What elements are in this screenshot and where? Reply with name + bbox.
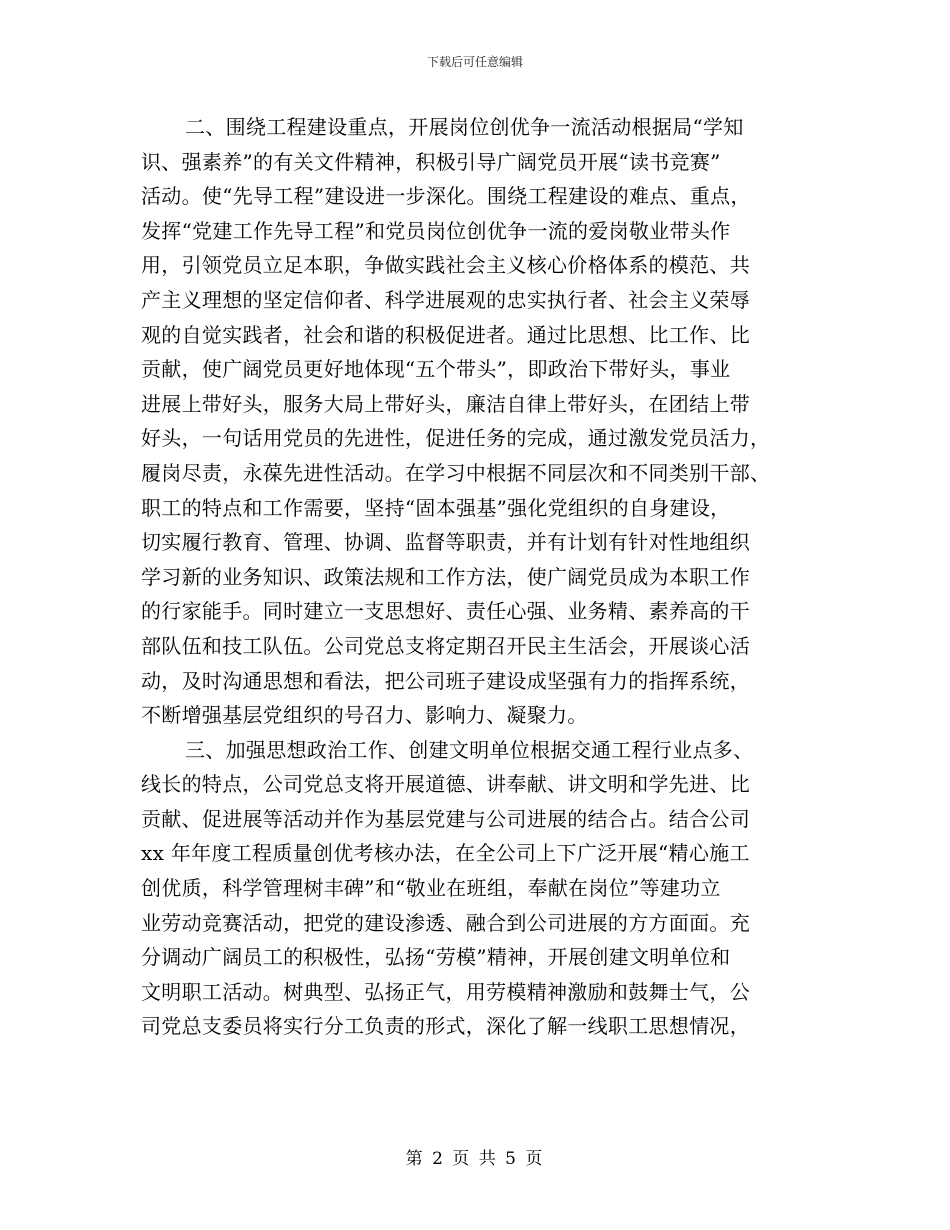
- text-line: 履岗尽责，永葆先进性活动。在学习中根据不同层次和不同类别干部、: [141, 460, 771, 485]
- page-header: [0, 54, 950, 70]
- text-line: 动，及时沟通思想和看法，把公司班子建设成坚强有力的指挥系统，: [141, 668, 750, 693]
- text-line: 部队伍和技工队伍。公司党总支将定期召开民主生活会，开展谈心活: [141, 633, 750, 658]
- text-line: 产主义理想的坚定信仰者、科学进展观的忠实执行者、社会主义荣辱: [141, 287, 750, 312]
- text-line: 二、围绕工程建设重点，开展岗位创优争一流活动根据局“学知: [185, 115, 744, 139]
- text-line: 线长的特点，公司党总支将开展道德、讲奉献、讲文明和学先进、比: [141, 772, 750, 797]
- text-line: 贡献，使广阔党员更好地体现“五个带头”，即政治下带好头，事业: [141, 357, 731, 382]
- text-line: 学习新的业务知识、政策法规和工作方法，使广阔党员成为本职工作: [141, 564, 750, 589]
- text-line: 职工的特点和工作需要，坚持“固本强基”强化党组织的自身建设，: [141, 495, 731, 520]
- text-line: 三、加强思想政治工作、创建文明单位根据交通工程行业点多、: [185, 737, 754, 762]
- paragraph-three: [141, 733, 806, 1044]
- text-line: 贡献、促进展等活动并作为基层党建与公司进展的结合占。结合公司: [141, 806, 750, 831]
- paragraph-two: [141, 110, 806, 733]
- text-line: 文明职工活动。树典型、弘扬正气，用劳模精神激励和鼓舞士气，公: [141, 979, 750, 1004]
- text-line: 分调动广阔员工的积极性，弘扬“劳模”精神，开展创建文明单位和: [141, 945, 731, 970]
- text-line: 切实履行教育、管理、协调、监督等职责，并有计划有针对性地组织: [141, 530, 750, 555]
- text-line: xx 年年度工程质量创优考核办法，在全公司上下广泛开展“精心施工: [141, 841, 750, 866]
- page-footer: [0, 1148, 950, 1170]
- text-line: 用，引领党员立足本职，争做实践社会主义核心价格体系的模范、共: [141, 253, 750, 278]
- page-number: 第 2 页 共 5 页: [405, 1149, 545, 1169]
- document-body: [141, 110, 806, 1044]
- text-line: 不断增强基层党组织的号召力、影响力、凝聚力。: [141, 703, 588, 728]
- text-line: 观的自觉实践者，社会和谐的积极促进者。通过比思想、比工作、比: [141, 322, 750, 347]
- text-line: 活动。使“先导工程”建设进一步深化。围绕工程建设的难点、重点，: [141, 184, 751, 209]
- text-line: 业劳动竞赛活动，把党的建设渗透、融合到公司进展的方方面面。充: [141, 910, 750, 935]
- text-line: 创优质，科学管理树丰碑”和“敬业在班组，奉献在岗位”等建功立: [141, 876, 721, 901]
- header-note: 下载后可任意编辑: [426, 55, 523, 69]
- text-line: 进展上带好头，服务大局上带好头，廉洁自律上带好头，在团结上带: [141, 391, 750, 416]
- text-line: 识、强素养”的有关文件精神，积极引导广阔党员开展“读书竞赛”: [141, 149, 721, 174]
- text-line: 发挥“党建工作先导工程”和党员岗位创优争一流的爱岗敬业带头作: [141, 218, 731, 243]
- text-line: 好头，一句话用党员的先进性，促进任务的完成，通过激发党员活力，: [141, 426, 771, 451]
- text-line: 的行家能手。同时建立一支思想好、责任心强、业务精、素养高的干: [141, 599, 750, 624]
- text-line: 司党总支委员将实行分工负责的形式，深化了解一线职工思想情况，: [141, 1014, 750, 1039]
